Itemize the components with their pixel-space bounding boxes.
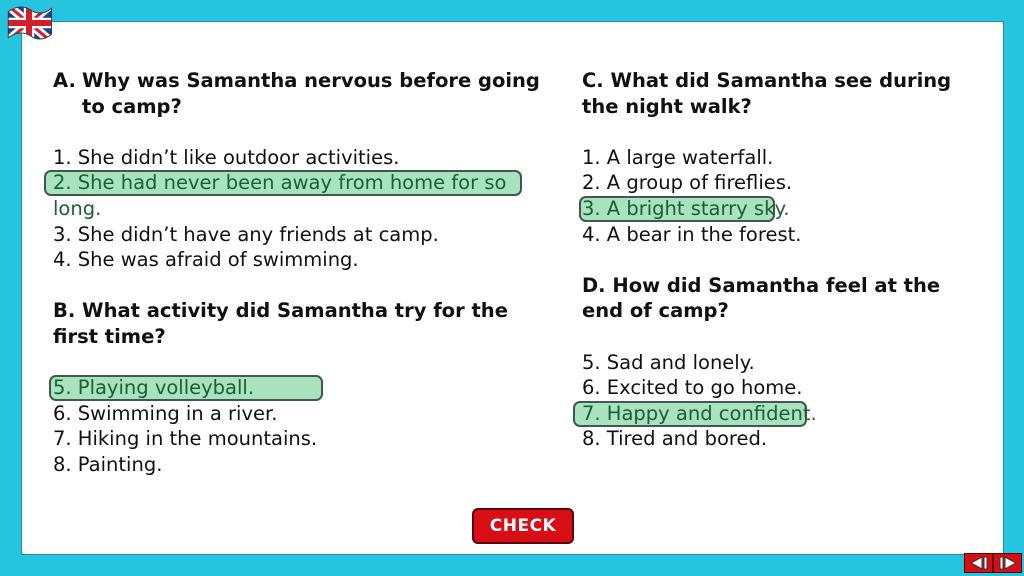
- option-a3[interactable]: 3. She didn’t have any friends at camp.: [53, 222, 439, 246]
- option-a2[interactable]: 2. She had never been away from home for so long.: [53, 170, 543, 221]
- option-d8[interactable]: 8. Tired and bored.: [582, 427, 768, 451]
- option-a4[interactable]: 4. She was afraid of swimming.: [53, 248, 359, 272]
- arrow-left-icon: [969, 556, 989, 570]
- prev-slide-button[interactable]: [964, 553, 993, 573]
- option-d5[interactable]: 5. Sad and lonely.: [582, 350, 755, 374]
- next-slide-button[interactable]: [993, 553, 1022, 573]
- question-b-text: B. What activity did Samantha try for the first time?: [53, 299, 508, 348]
- check-button[interactable]: CHECK: [472, 508, 574, 544]
- question-a: [53, 68, 543, 119]
- option-d6[interactable]: 6. Excited to go home.: [582, 376, 803, 400]
- slide-navigation: [964, 553, 1022, 575]
- uk-flag-icon[interactable]: [3, 1, 55, 45]
- option-b8[interactable]: 8. Painting.: [53, 452, 163, 476]
- option-c1[interactable]: 1. A large waterfall.: [582, 145, 774, 169]
- left-column: [53, 68, 543, 478]
- right-column: [582, 68, 982, 452]
- question-a-letter: A.: [53, 69, 76, 92]
- option-b5[interactable]: 5. Playing volleyball.: [53, 375, 543, 401]
- question-a-text: Why was Samantha nervous before going to camp?: [82, 69, 540, 118]
- option-d7[interactable]: 7. Happy and confident.: [582, 401, 982, 427]
- option-c2[interactable]: 2. A group of fireflies.: [582, 171, 793, 195]
- option-c4[interactable]: 4. A bear in the forest.: [582, 222, 802, 246]
- question-d-text: D. How did Samantha feel at the end of camp?: [582, 273, 941, 323]
- question-c-text: C. What did Samantha see during the night walk?: [582, 69, 952, 118]
- arrow-right-icon: [998, 556, 1018, 570]
- option-c3[interactable]: 3. A bright starry sky.: [582, 196, 982, 222]
- option-a1[interactable]: 1. She didn’t like outdoor activities.: [53, 145, 400, 169]
- option-b6[interactable]: 6. Swimming in a river.: [53, 401, 278, 425]
- option-b7[interactable]: 7. Hiking in the mountains.: [53, 427, 318, 451]
